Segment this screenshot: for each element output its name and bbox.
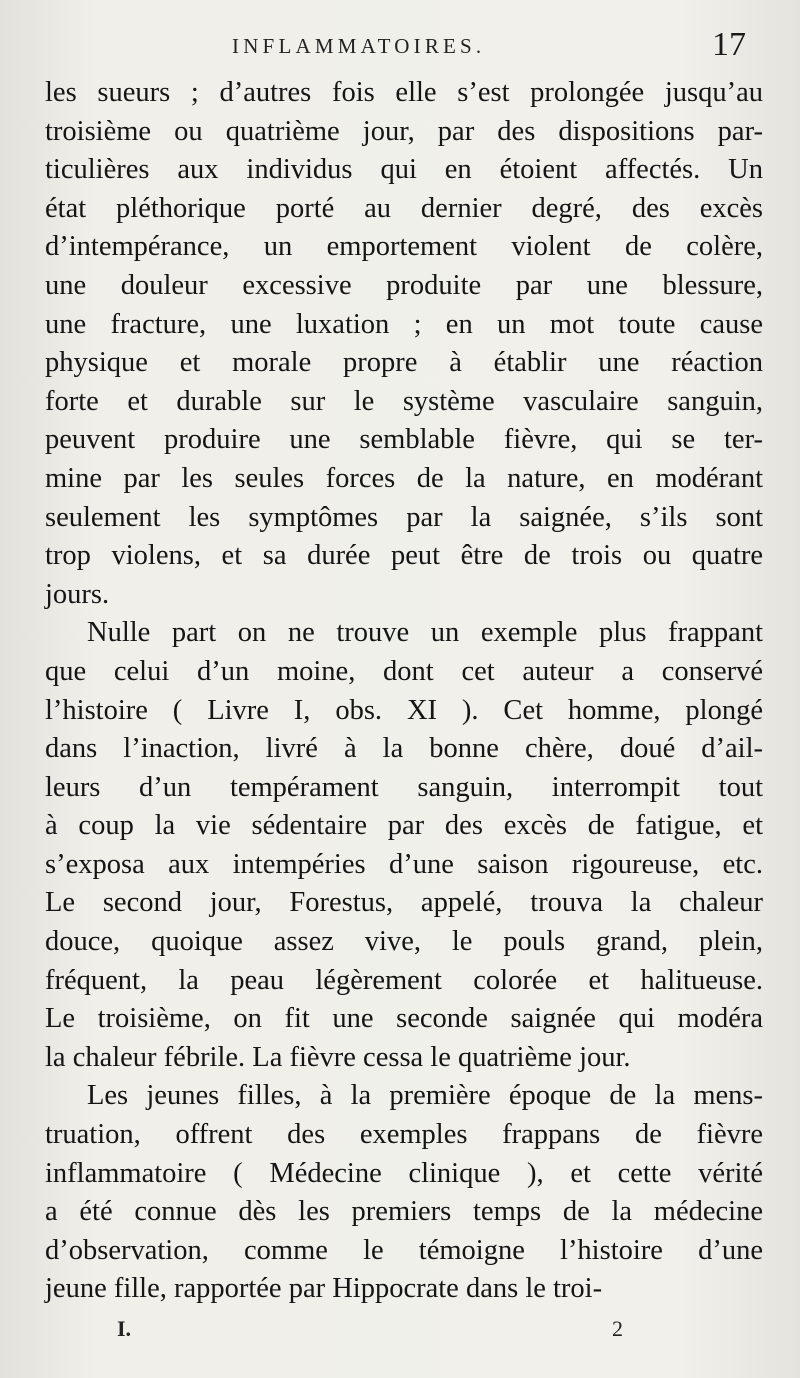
text-line: état pléthorique porté au dernier degré, des excès — [45, 192, 763, 224]
text-line: dans l’inaction, livré à la bonne chère, doué d’ail- — [45, 733, 763, 765]
text-line: fréquent, la peau légèrement colorée et halitueuse. — [45, 964, 763, 996]
text-line: l’histoire ( Livre I, obs. XI ). Cet homme, plongé — [45, 694, 763, 726]
paragraph — [45, 1077, 763, 1309]
body-text — [45, 74, 763, 1309]
text-line: les sueurs ; d’autres fois elle s’est prolongée jusqu’au — [45, 77, 763, 108]
running-head — [0, 26, 800, 66]
text-line: douce, quoique assez vive, le pouls grand, plein, — [45, 926, 763, 958]
text-line: Le second jour, Forestus, appelé, trouva la chaleur — [45, 887, 763, 919]
text-line: ticulières aux individus qui en étoient affectés. Un — [45, 154, 763, 186]
sheet-number: 2 — [612, 1316, 623, 1341]
paragraph — [45, 614, 763, 1077]
text-line: peuvent produire une semblable fièvre, qui se ter- — [45, 424, 763, 456]
signature-mark: I. — [117, 1316, 132, 1341]
text-line: d’intempérance, un emportement violent de colère, — [45, 231, 763, 263]
text-line: seulement les symptômes par la saignée, s’ils sont — [45, 501, 763, 533]
text-line: que celui d’un moine, dont cet auteur a conservé — [45, 655, 763, 687]
paragraph — [45, 74, 763, 614]
running-title: INFLAMMATOIRES. — [232, 34, 486, 58]
text-line: forte et durable sur le système vasculaire sanguin, — [45, 385, 763, 417]
text-line: Les jeunes filles, à la première époque de la mens- — [87, 1080, 763, 1112]
page-footer — [0, 1312, 800, 1352]
text-line: physique et morale propre à établir une réaction — [45, 347, 763, 379]
text-line: à coup la vie sédentaire par des excès de fatigue, et — [45, 810, 763, 842]
text-line: Le troisième, on fit une seconde saignée qui modéra — [45, 1003, 763, 1035]
text-line: a été connue dès les premiers temps de la médecine — [45, 1196, 763, 1228]
text-line: jours. — [45, 578, 110, 610]
text-line: la chaleur fébrile. La fièvre cessa le quatrième jour. — [45, 1041, 631, 1073]
text-line: troisième ou quatrième jour, par des dispositions par- — [45, 115, 763, 147]
text-line: une douleur excessive produite par une blessure, — [45, 269, 763, 301]
text-line: une fracture, une luxation ; en un mot toute cause — [45, 308, 763, 340]
text-line: d’observation, comme le témoigne l’histoire d’une — [45, 1234, 763, 1266]
text-line: trop violens, et sa durée peut être de trois ou quatre — [45, 540, 763, 572]
text-line: leurs d’un tempérament sanguin, interrompit tout — [45, 771, 763, 803]
text-line: s’exposa aux intempéries d’une saison rigoureuse, etc. — [45, 848, 763, 880]
text-line: truation, offrent des exemples frappans de fièvre — [45, 1119, 763, 1151]
text-line: mine par les seules forces de la nature, en modérant — [45, 462, 763, 494]
text-line: Nulle part on ne trouve un exemple plus frappant — [87, 617, 763, 649]
page-number: 17 — [712, 26, 746, 63]
text-line: inflammatoire ( Médecine clinique ), et cette vérité — [45, 1157, 763, 1189]
text-line: jeune fille, rapportée par Hippocrate dans le troi- — [45, 1273, 603, 1305]
